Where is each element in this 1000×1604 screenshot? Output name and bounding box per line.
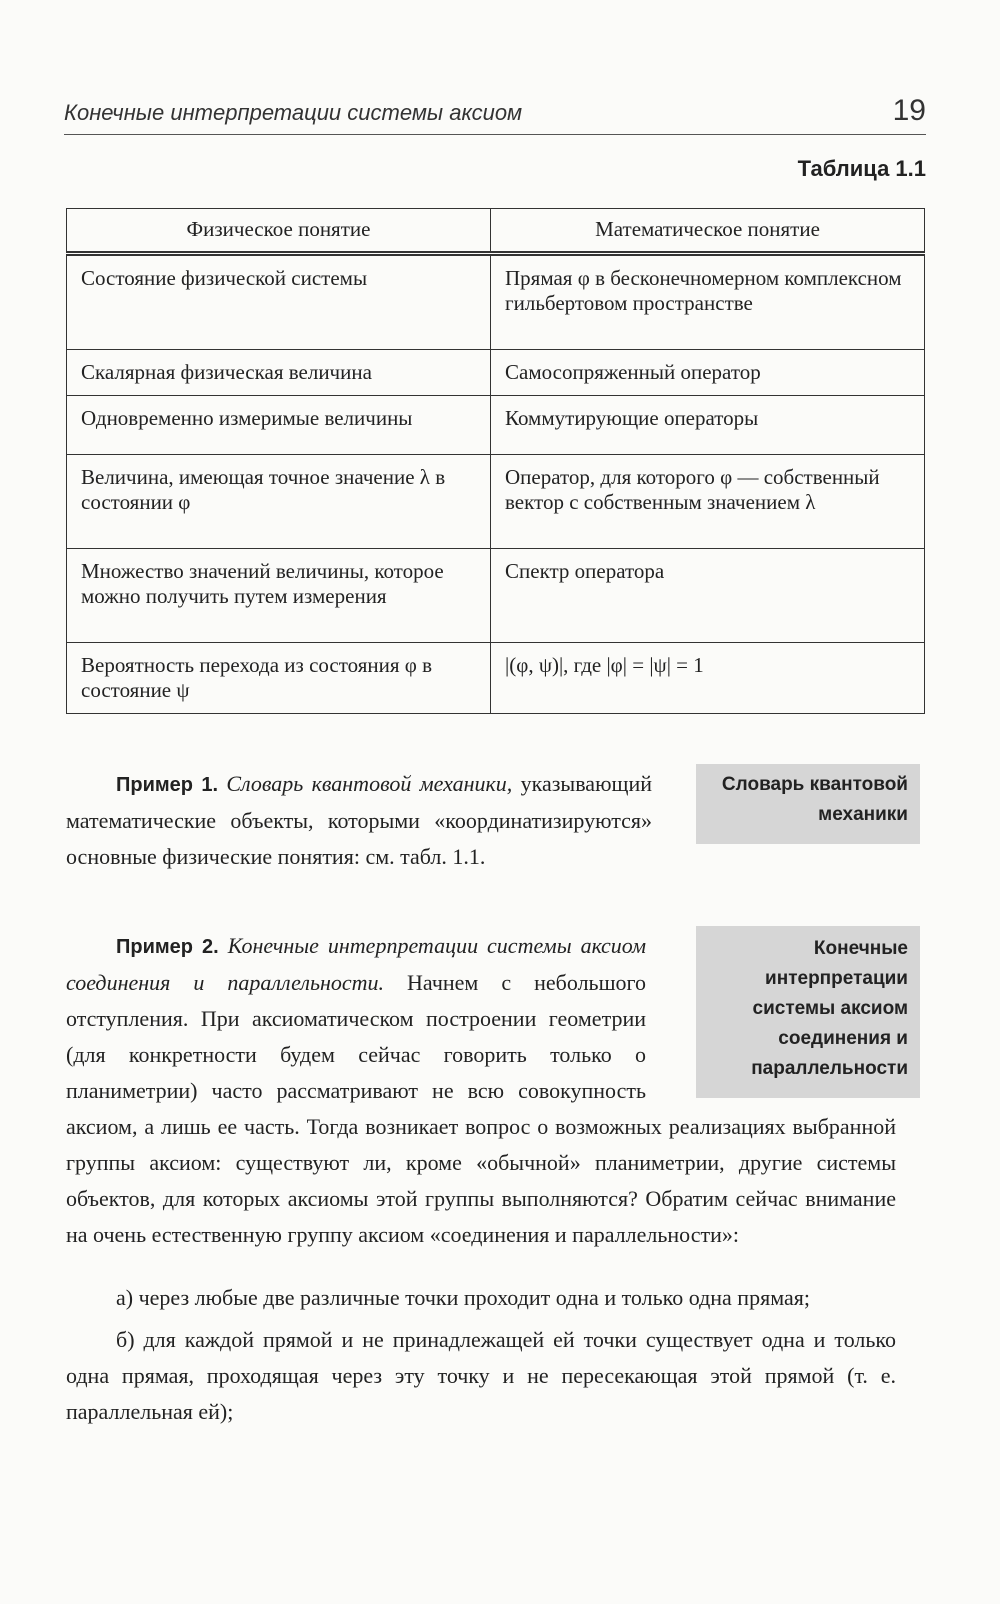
example-2-title: Конечные интерпретации системы аксиом соединения и параллельности. [66,933,646,995]
physical-concept-cell: Множество значений величины, которое можно получить путем измерения [67,549,491,643]
margin-note-1: Словарь квантовой механики [696,764,920,844]
concepts-table [66,208,925,714]
axiom-a: а) через любые две различные точки проходит одна и только одна прямая; [116,1285,810,1310]
table-row [67,254,925,350]
table-header-row [67,209,925,254]
math-concept-cell: Оператор, для которого φ — собственный вектор с собственным значением λ [491,455,925,549]
math-concept-cell: Спектр оператора [491,549,925,643]
math-concept-cell: |(φ, ψ)|, где |φ| = |ψ| = 1 [491,643,925,714]
example-1-text: указывающий математические объекты, которыми «координатизируются» основные физические понятия: см. табл. 1.1. [66,771,652,869]
physical-concept-cell: Величина, имеющая точное значение λ в состоянии φ [67,455,491,549]
table-row [67,549,925,643]
running-title: Конечные интерпретации системы аксиом [64,100,523,125]
axioms-list [66,1280,896,1430]
table-row [67,455,925,549]
column-header-physical: Физическое понятие [67,209,491,254]
example-1-lead: Пример 1. [116,774,219,796]
example-2-text: Начнем с небольшого отступления. При аксиоматическом построении геометрии (для конкретности будем сейчас говорить только о планиметрии) часто рассматривают не всю совокупность аксиом, а лишь ее часть. Тогда возникает вопрос о возможных реализациях выбранной группы аксиом: существуют ли, кроме «обычной» планиметрии, другие системы объектов, для которых аксиомы этой группы выполняются? Обратим сейчас внимание на очень естественную группу аксиом «соединения и параллельности»: [66,970,896,1247]
physical-concept-cell: Состояние физической системы [67,254,491,350]
math-concept-cell: Прямая φ в бесконечномерном комплексном гильбертовом пространстве [491,254,925,350]
math-concept-cell: Коммутирующие операторы [491,396,925,455]
table-row [67,350,925,396]
physical-concept-cell: Одновременно измеримые величины [67,396,491,455]
axiom-b: б) для каждой прямой и не принадлежащей ей точки существует одна и только одна прямая, проходящая через эту точку и не пересекающая этой прямой (т. е. параллельная ей); [66,1327,896,1424]
example-1-title: Словарь квантовой механики, [226,771,513,796]
page-number: 19 [892,94,926,127]
table-caption: Таблица 1.1 [797,156,926,181]
example-2-lead: Пример 2. [116,936,219,958]
running-header [64,88,926,135]
table-row [67,643,925,714]
math-concept-cell: Самосопряженный оператор [491,350,925,396]
physical-concept-cell: Вероятность перехода из состояния φ в состояние ψ [67,643,491,714]
example-1-paragraph [66,766,652,875]
margin-note-2: Конечные интерпретации системы аксиом соединения и параллельности [696,926,920,1098]
column-header-mathematical: Математическое понятие [491,209,925,254]
physical-concept-cell: Скалярная физическая величина [67,350,491,396]
table-row [67,396,925,455]
